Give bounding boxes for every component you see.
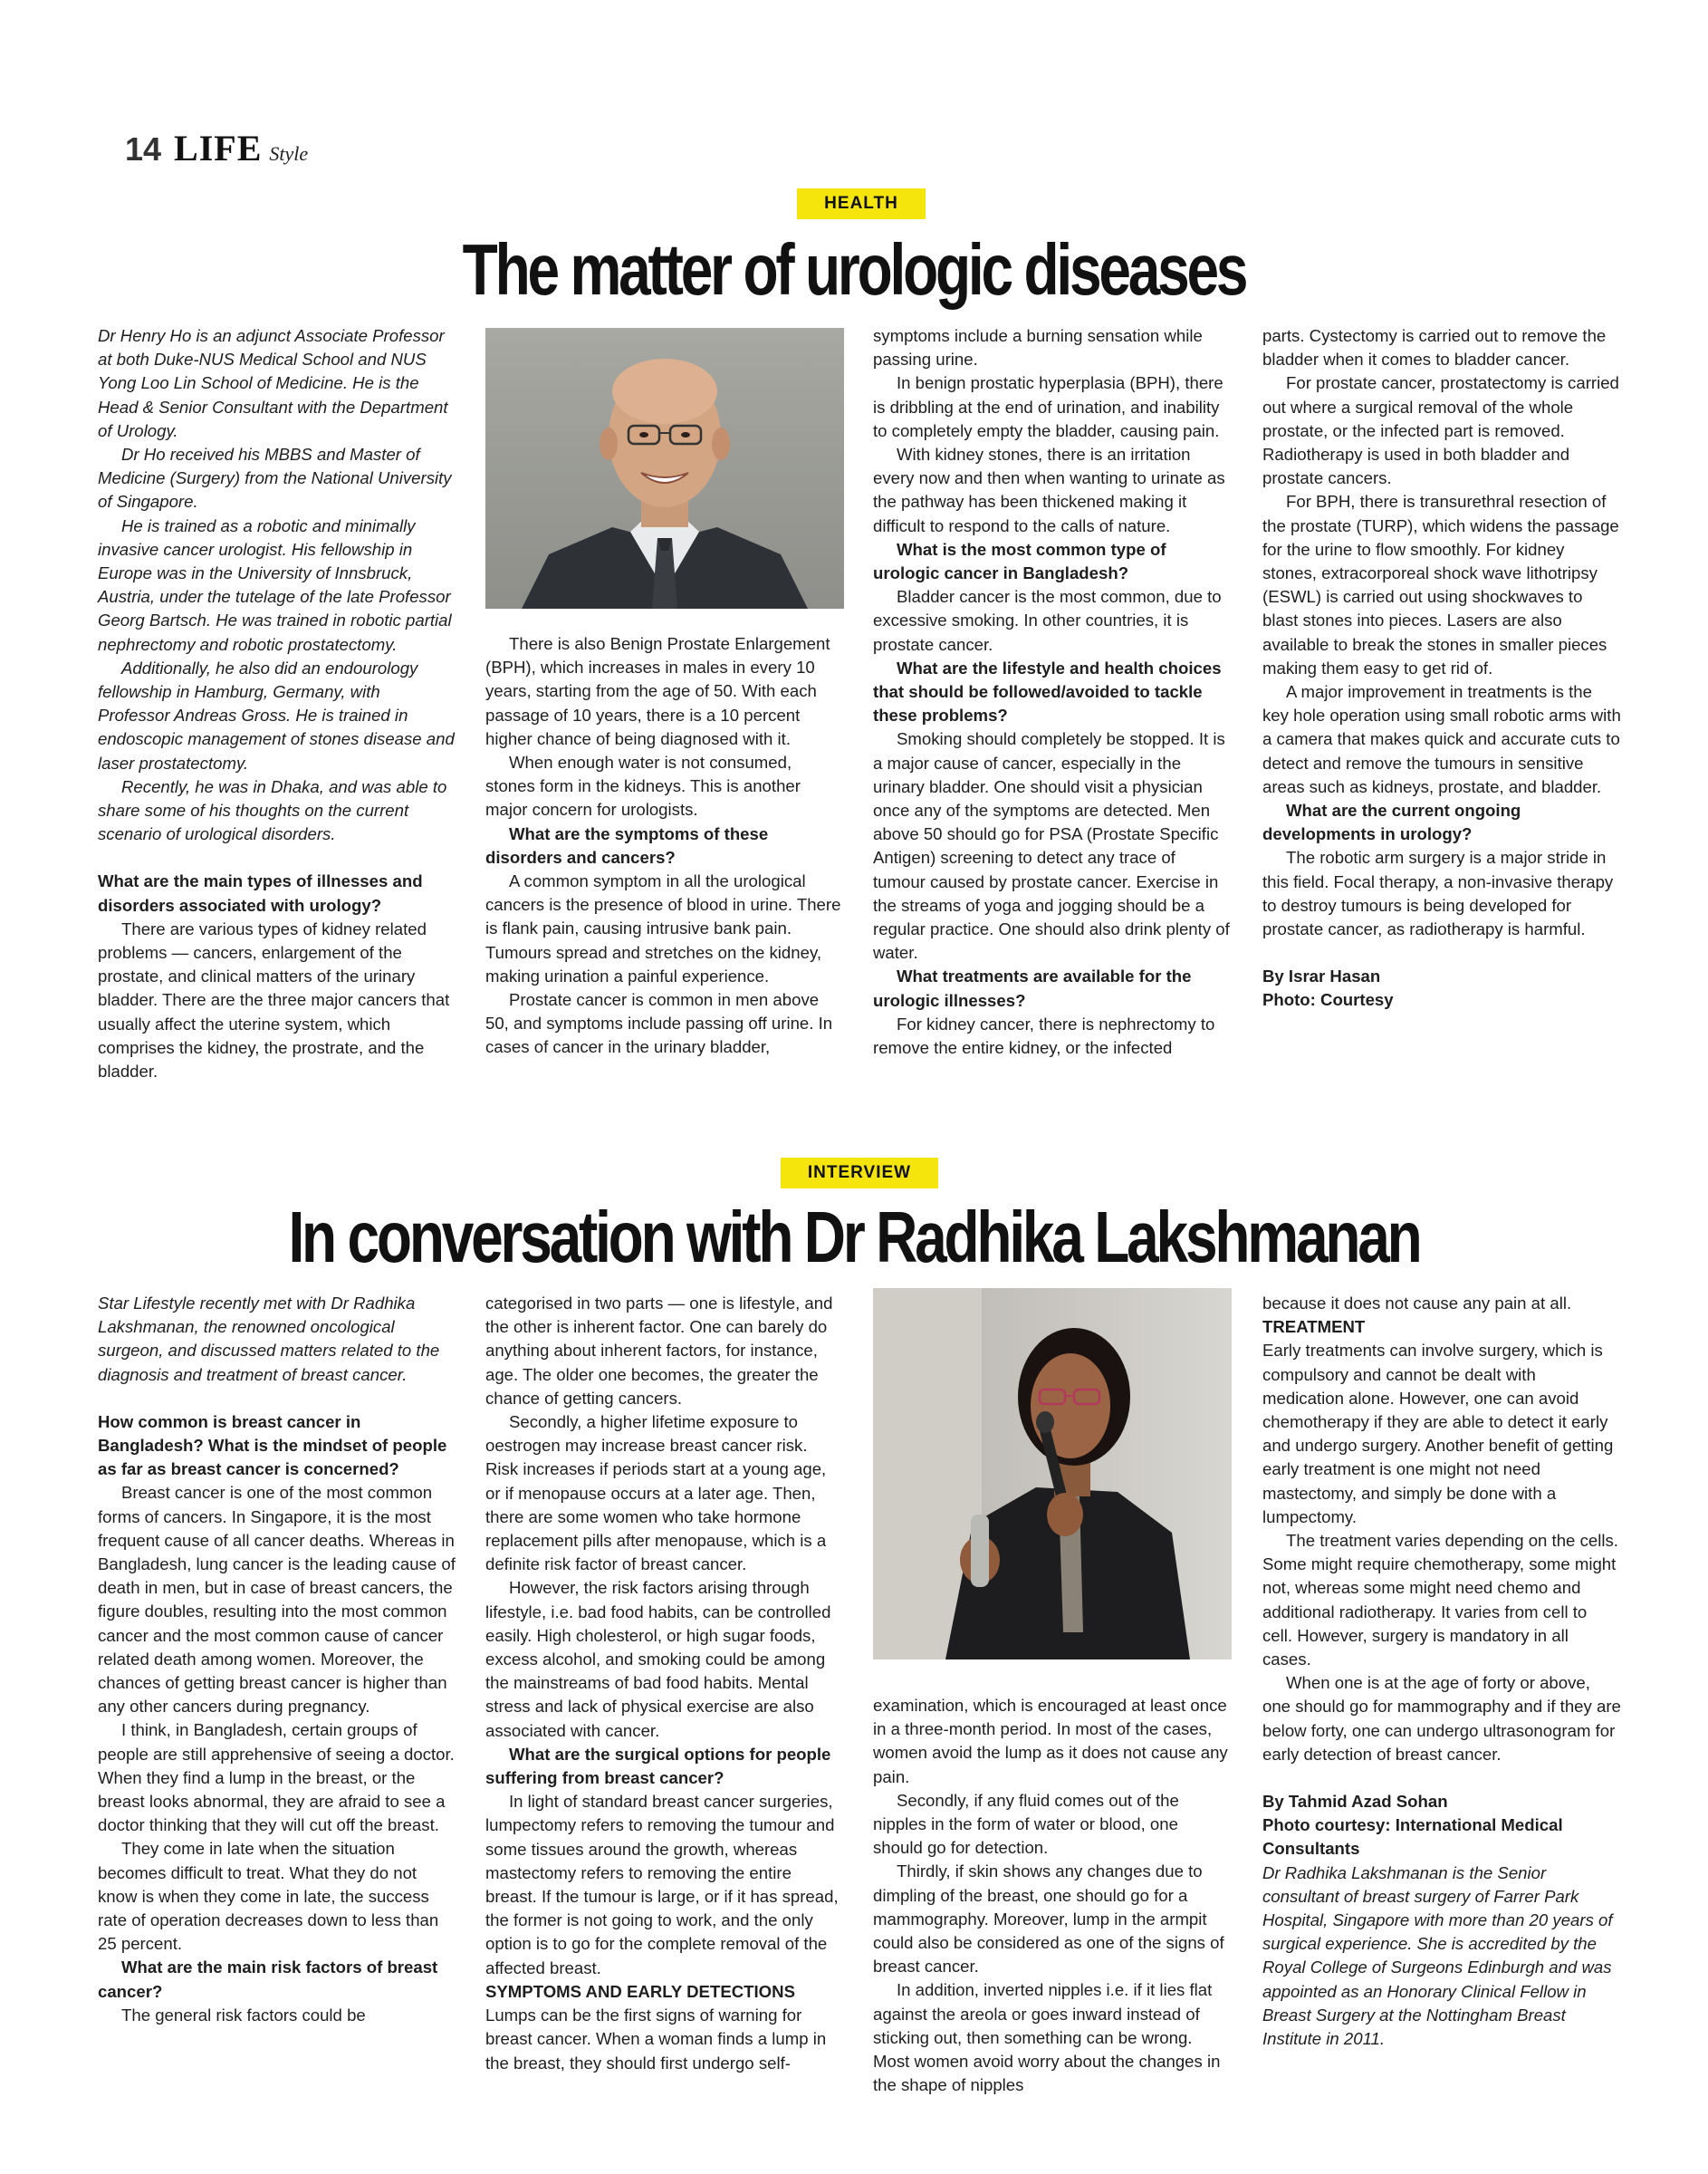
article-paragraph: Prostate cancer is common in men above 50, and symptoms include passing off urine. In cases of cancer in the urinary bladder, bbox=[485, 990, 833, 1057]
article-paragraph: For kidney cancer, there is nephrectomy to remove the entire kidney, or the infected bbox=[873, 1014, 1215, 1058]
article1-column-4 bbox=[1262, 324, 1621, 1013]
article-paragraph: With kidney stones, there is an irritation every now and then when wanting to urinate as the pathway has been thickened making it difficult to respond to the calls of nature. bbox=[873, 445, 1225, 535]
article-paragraph: In addition, inverted nipples i.e. if it lies flat against the areola or goes inward instead of sticking out, then something can be wrong. Most women avoid worry about the changes in the shape of nipples bbox=[873, 1980, 1221, 2095]
article-paragraph: The robotic arm surgery is a major stride in this field. Focal therapy, a non-invasive therapy to destroy tumours is being developed for prostate cancer, as radiotherapy is harmful. bbox=[1262, 848, 1614, 939]
section-tag-health: HEALTH bbox=[797, 188, 926, 219]
article1-column-1 bbox=[98, 324, 456, 1083]
interview-question: What is the most common type of urologic cancer in Bangladesh? bbox=[873, 539, 1166, 583]
article-paragraph: symptoms include a burning sensation while passing urine. bbox=[873, 326, 1203, 370]
publication-logo-script: Style bbox=[269, 142, 309, 165]
article-paragraph: When enough water is not consumed, stones form in the kidneys. This is another major concern for urologists. bbox=[485, 753, 801, 820]
article-paragraph: For prostate cancer, prostatectomy is carried out where a surgical removal of the whole prostate, or the infected part is removed. Radiotherapy is used in both bladder and prostate cancers. bbox=[1262, 373, 1619, 488]
article1-headline: The matter of urologic diseases bbox=[462, 229, 1246, 310]
subheading: TREATMENT bbox=[1262, 1317, 1366, 1337]
author-bio: Additionally, he also did an endourology fellowship in Hamburg, Germany, with Professor Andreas Gross. He is trained in endoscopic management of stones disease and laser prostatectomy. bbox=[98, 658, 455, 773]
article-paragraph: Bladder cancer is the most common, due to excessive smoking. In other countries, it is prostate cancer. bbox=[873, 587, 1222, 654]
interview-question: What treatments are available for the urologic illnesses? bbox=[873, 967, 1192, 1010]
interview-question: What are the main risk factors of breast cancer? bbox=[98, 1958, 438, 2001]
byline: By Tahmid Azad Sohan bbox=[1262, 1792, 1448, 1812]
article2-column-2 bbox=[485, 1292, 844, 2075]
author-bio: Recently, he was in Dhaka, and was able to share some of his thoughts on the current scenario of urological disorders. bbox=[98, 776, 447, 844]
article-paragraph: The general risk factors could be bbox=[121, 2005, 366, 2025]
article-paragraph: Lumps can be the first signs of warning for breast cancer. When a woman finds a lump in the breast, they should first undergo self- bbox=[485, 2006, 827, 2073]
doctor-portrait-photo bbox=[485, 328, 844, 609]
byline: By Israr Hasan bbox=[1262, 967, 1381, 986]
article-paragraph: Secondly, a higher lifetime exposure to oestrogen may increase breast cancer risk. Risk increases if periods start at a young age, or if menopause occurs at a later age. Then, there are some women who take hormone replacement pills after menopause, which is a definite risk factor of breast cancer. bbox=[485, 1412, 827, 1574]
photo-credit: Photo: Courtesy bbox=[1262, 990, 1394, 1010]
article-paragraph: parts. Cystectomy is carried out to remove the bladder when it comes to bladder cancer. bbox=[1262, 326, 1607, 370]
article-paragraph: categorised in two parts — one is lifestyle, and the other is inherent factor. One can barely do anything about inherent factors, for instance, age. The older one becomes, the greater the chance of getting cancers. bbox=[485, 1294, 833, 1408]
speaker-illustration bbox=[873, 1288, 1232, 1659]
article-paragraph: They come in late when the situation becomes difficult to treat. What they do not know is when they come in late, the success rate of operation decreases down to less than 25 percent. bbox=[98, 1839, 439, 1954]
author-bio: Dr Henry Ho is an adjunct Associate Professor at both Duke-NUS Medical School and NUS Yong Loo Lin School of Medicine. He is the Head & Senior Consultant with the Department of Urology. bbox=[98, 326, 448, 440]
speaker-photo bbox=[873, 1288, 1232, 1659]
article-paragraph: Secondly, if any fluid comes out of the nipples in the form of water or blood, one should go for detection. bbox=[873, 1790, 1179, 1858]
article-paragraph: Smoking should completely be stopped. It is a major cause of cancer, especially in the urinary bladder. One should visit a physician once any of the symptoms are detected. Men above 50 should go for PSA (Prostate Specific Antigen) screening to detect any trace of tumour caused by prostate cancer. Exercise in the streams of yoga and jogging should be a regular practice. One should also drink plenty of water. bbox=[873, 729, 1230, 963]
interview-question: How common is breast cancer in Bangladesh? What is the mindset of people as far as breast cancer is concerned? bbox=[98, 1411, 447, 1479]
article2-column-3 bbox=[873, 1694, 1232, 2097]
article2-column-1 bbox=[98, 1292, 456, 2027]
portrait-illustration bbox=[485, 328, 844, 609]
interview-question: What are the current ongoing developments in urology? bbox=[1262, 801, 1521, 844]
article-paragraph: I think, in Bangladesh, certain groups of people are still apprehensive of seeing a doctor. When they find a lump in the breast, or the breast looks abnormal, they are afraid to see a doctor thinking that they will cut off the breast. bbox=[98, 1720, 455, 1835]
article-paragraph: There is also Benign Prostate Enlargement (BPH), which increases in males in every 10 years, starting from the age of 50. With each passage of 10 years, there is a 10 percent higher chance of being diagnosed with it. bbox=[485, 634, 830, 748]
article-paragraph: A major improvement in treatments is the key hole operation using small robotic arms with a camera that makes quick and accurate cuts to detect and remove the tumours in sensitive areas such as kidneys, prostate, and bladder. bbox=[1262, 682, 1621, 796]
publication-logo: LIFE bbox=[174, 128, 263, 168]
article-paragraph: For BPH, there is transurethral resection of the prostate (TURP), which widens the passage for the urine to flow smoothly. For kidney stones, extracorporeal shock wave lithotripsy (ESWL) is carried out using shockwaves to blast stones into pieces. Lasers are also available to break the stones in smaller pieces making them easy to get rid of. bbox=[1262, 492, 1619, 678]
article2-headline: In conversation with Dr Radhika Lakshmanan bbox=[288, 1197, 1420, 1277]
article2-column-4 bbox=[1262, 1292, 1621, 2051]
article-paragraph: because it does not cause any pain at all. bbox=[1262, 1294, 1572, 1313]
subheading: SYMPTOMS AND EARLY DETECTIONS bbox=[485, 1981, 795, 2001]
interview-question: What are the surgical options for people suffering from breast cancer? bbox=[485, 1744, 831, 1788]
section-tag-interview: INTERVIEW bbox=[781, 1158, 938, 1188]
article-intro: Star Lifestyle recently met with Dr Radhika Lakshmanan, the renowned oncological surgeon, and discussed matters related to the diagnosis and treatment of breast cancer. bbox=[98, 1294, 440, 1384]
interview-question: What are the main types of illnesses and disorders associated with urology? bbox=[98, 871, 423, 915]
interview-answer: There are various types of kidney related problems — cancers, enlargement of the prostate, and clinical matters of the urinary bladder. There are the three major cancers that usually affect the uterine system, which comprises the kidney, the prostrate, and the bladder. bbox=[98, 919, 450, 1082]
article-paragraph: In benign prostatic hyperplasia (BPH), there is dribbling at the end of urination, and inability to completely empty the bladder, causing pain. bbox=[873, 373, 1223, 440]
article-paragraph: When one is at the age of forty or above, one should go for mammography and if they are below forty, one can undergo ultrasonogram for early detection of breast cancer. bbox=[1262, 1673, 1621, 1764]
article-paragraph: A common symptom in all the urological cancers is the presence of blood in urine. There is flank pain, causing intrusive bank pain. Tumours spread and stretches on the kidney, making urination a painful experience. bbox=[485, 871, 841, 986]
article-paragraph: The treatment varies depending on the cells. Some might require chemotherapy, some might not, whereas some might need chemo and additional radiotherapy. It varies from cell to cell. However, surgery is mandatory in all cases. bbox=[1262, 1531, 1618, 1669]
article1-column-2 bbox=[485, 632, 844, 1060]
interview-question: What are the lifestyle and health choices that should be followed/avoided to tackle these problems? bbox=[873, 658, 1222, 726]
article-paragraph: Early treatments can involve surgery, which is compulsory and cannot be dealt with medication alone. However, one can avoid chemotherapy if they are able to detect it early and undergo surgery. Another benefit of getting early treatment is one might not need mastectomy, and simply be done with a lumpectomy. bbox=[1262, 1341, 1614, 1526]
page-number: 14 bbox=[125, 130, 162, 168]
author-bio: He is trained as a robotic and minimally invasive cancer urologist. His fellowship in Europe was in the University of Innsbruck, Austria, under the tutelage of the late Professor Georg Bartsch. He was trained in robotic partial nephrectomy and robotic prostatectomy. bbox=[98, 515, 452, 654]
article-paragraph: Thirdly, if skin shows any changes due to dimpling of the breast, one should go for a mammography. Moreover, lump in the armpit could also be considered as one of the signs of breast cancer. bbox=[873, 1861, 1224, 1977]
author-bio: Dr Ho received his MBBS and Master of Medicine (Surgery) from the National University of Singapore. bbox=[98, 445, 452, 512]
article-paragraph: In light of standard breast cancer surgeries, lumpectomy refers to removing the tumour and some tissues around the growth, whereas mastectomy refers to removing the entire breast. If the tumour is large, or if it has spread, the former is not going to work, and the only option is to go for the complete removal of the affected breast. bbox=[485, 1792, 839, 1977]
page-folio bbox=[125, 127, 308, 169]
article-paragraph: However, the risk factors arising through lifestyle, i.e. bad food habits, can be controlled easily. High cholesterol, or high sugar foods, excess alcohol, and smoking could be among the mainstreams of bad food habits. Mental stress and lack of physical exercise are also associated with cancer. bbox=[485, 1578, 831, 1740]
interview-question: What are the symptoms of these disorders and cancers? bbox=[485, 823, 769, 867]
photo-credit: Photo courtesy: International Medical Consultants bbox=[1262, 1815, 1563, 1859]
article-paragraph: examination, which is encouraged at least once in a three-month period. In most of the cases, women avoid the lump as it does not cause any pain. bbox=[873, 1696, 1228, 1786]
article1-column-3 bbox=[873, 324, 1232, 1060]
article-paragraph: Breast cancer is one of the most common forms of cancers. In Singapore, it is the most frequent cause of all cancer deaths. Whereas in Bangladesh, lung cancer is the leading cause of death in men, but in case of breast cancers, the figure doubles, resulting into the most common cancer and the most common cause of cancer related death among women. Moreover, the chances of getting breast cancer is higher than any other cancers during pregnancy. bbox=[98, 1483, 456, 1717]
doctor-bio: Dr Radhika Lakshmanan is the Senior consultant of breast surgery of Farrer Park Hospital, Singapore with more than 20 years of surgical experience. She is accredited by the Royal College of Surgeons Edinburgh and was appointed as an Honorary Clinical Fellow in Breast Surgery at the Nottingham Breast Institute in 2011. bbox=[1262, 1862, 1613, 2049]
